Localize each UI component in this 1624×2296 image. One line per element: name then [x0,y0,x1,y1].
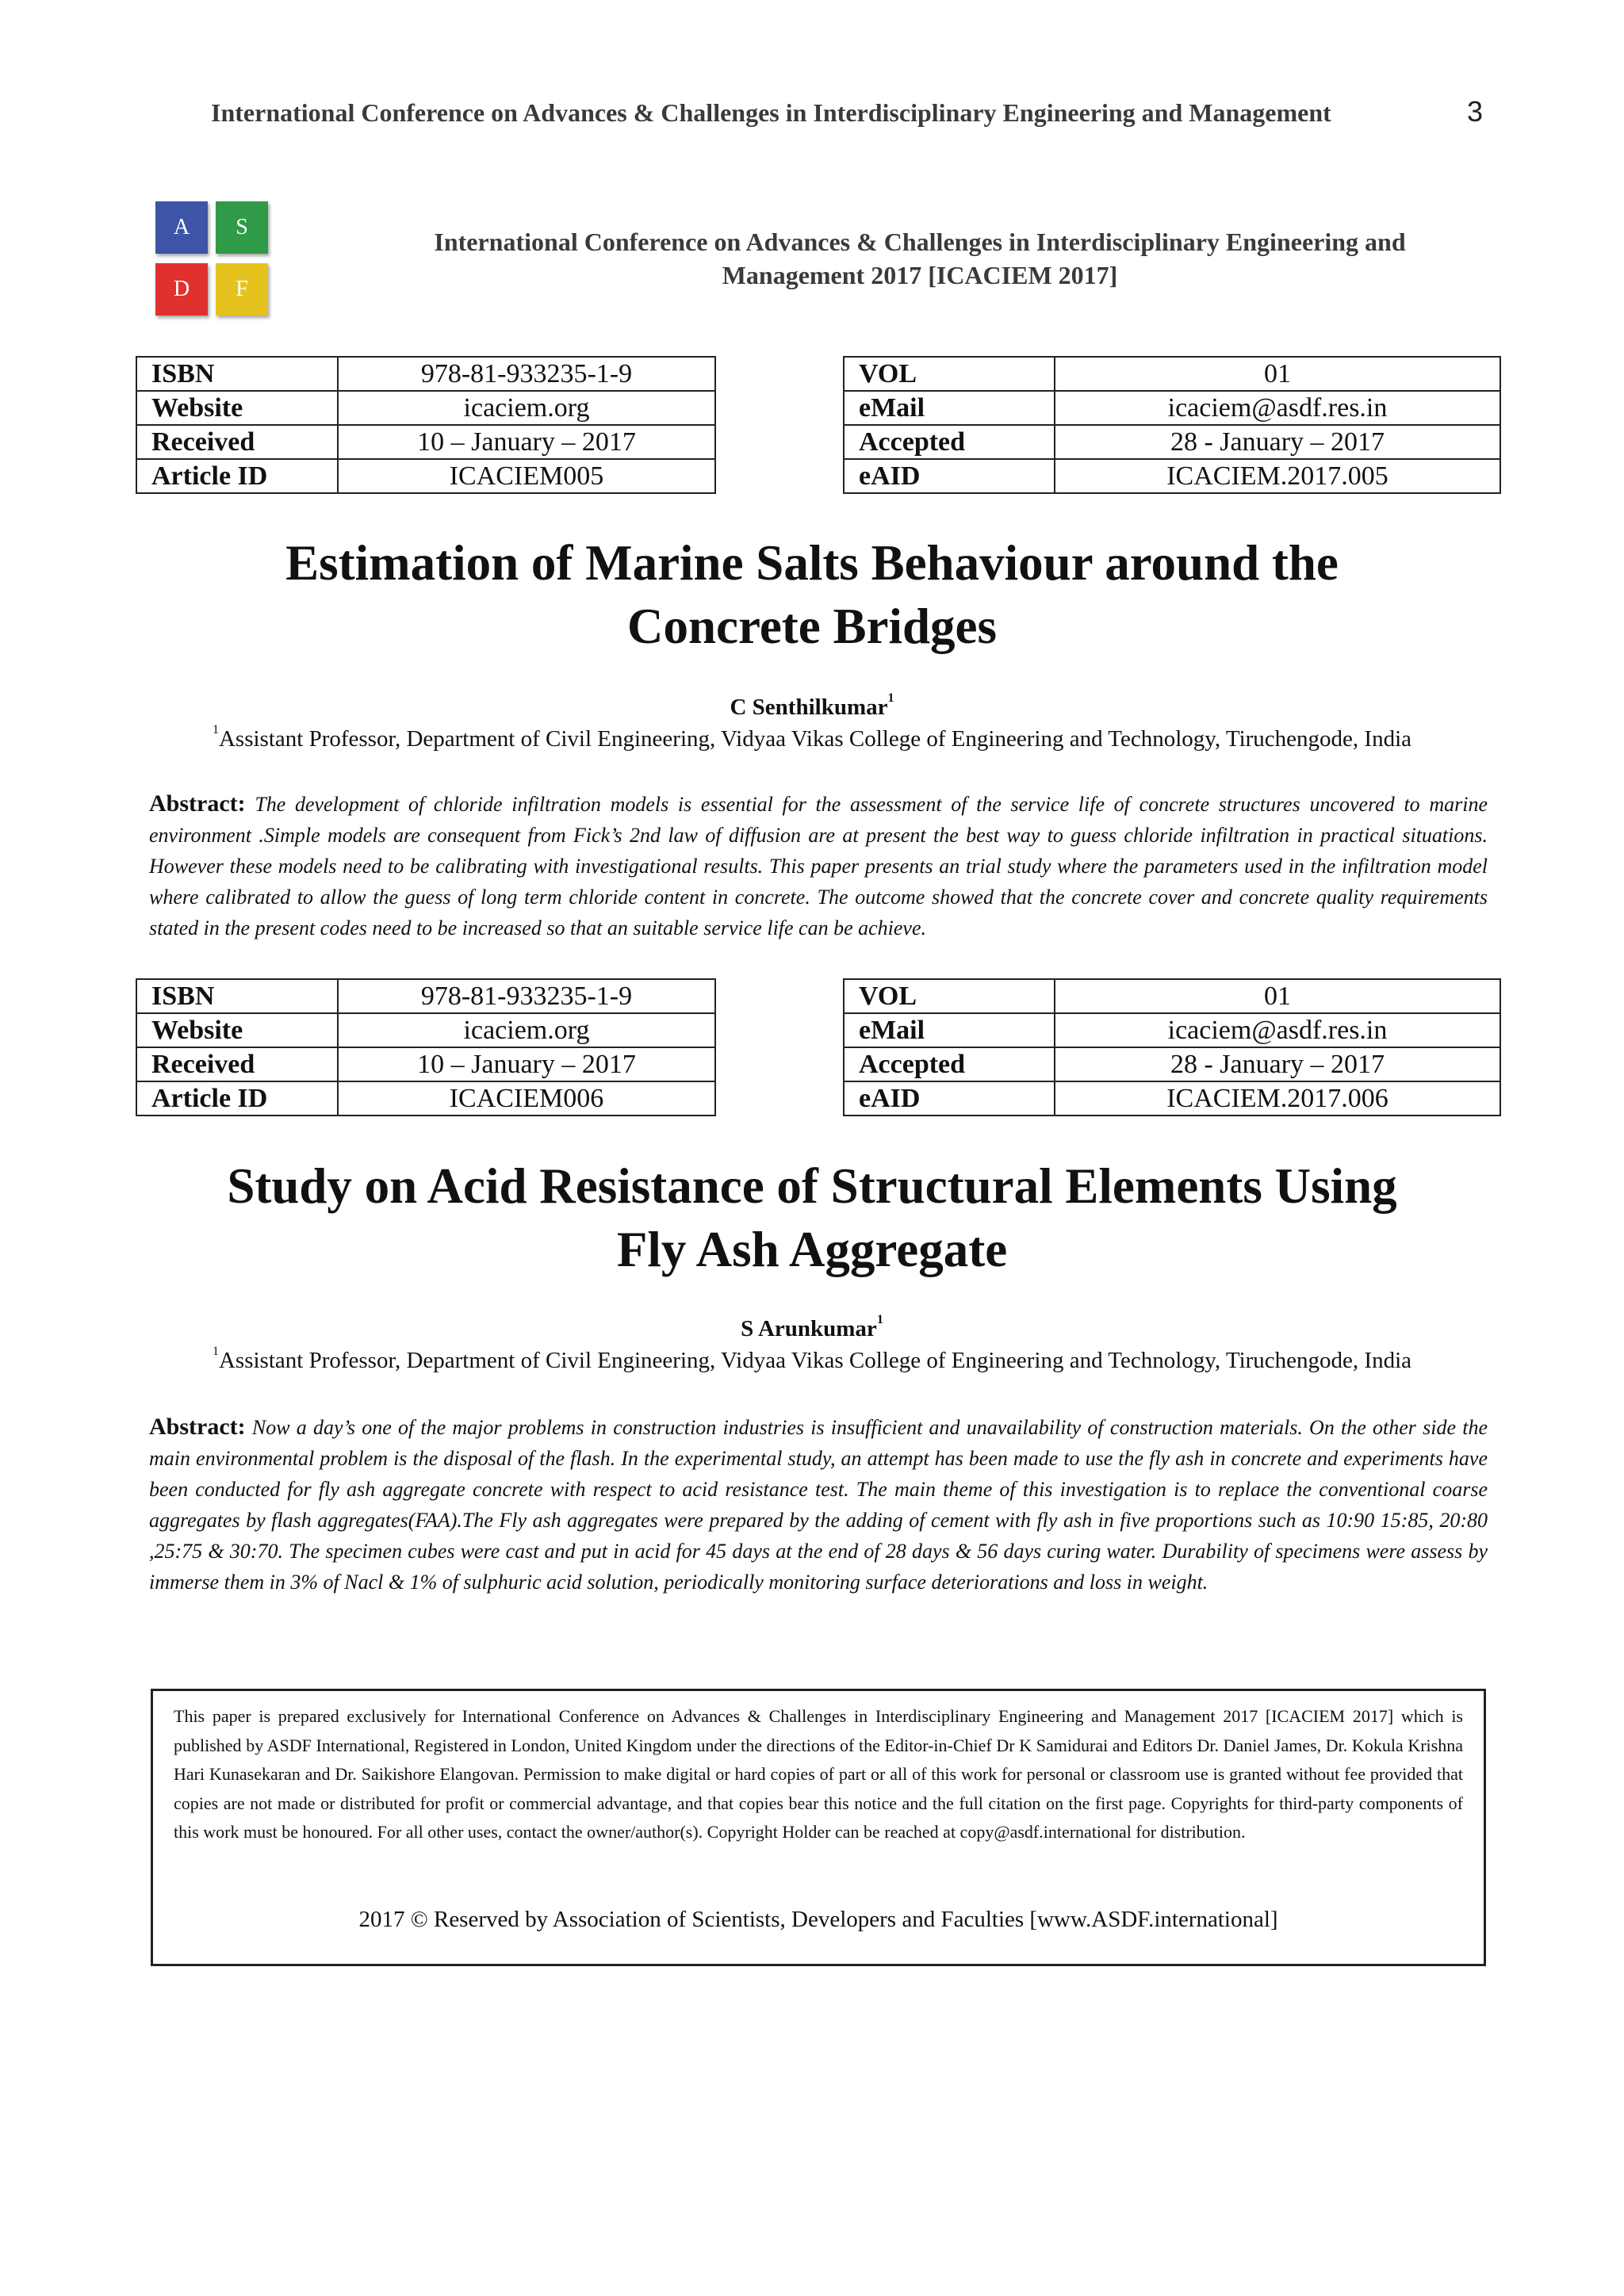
meta-value: icaciem.org [338,1013,715,1047]
meta-value: ICACIEM005 [338,459,715,493]
author-superscript: 1 [887,691,894,705]
paper2-author [0,1313,1624,1342]
conference-line-2: Management 2017 [ICACIEM 2017] [722,261,1118,289]
meta-value: 978-81-933235-1-9 [338,979,715,1013]
meta-key: Received [136,425,338,459]
logo-tile-d: D [155,263,208,316]
meta-value: 978-81-933235-1-9 [338,357,715,391]
paper1-affiliation [0,723,1624,752]
table-row [844,1047,1500,1081]
meta-value: 28 - January – 2017 [1055,425,1500,459]
copyright-box [151,1689,1486,1966]
meta-key: Article ID [136,1081,338,1115]
table-row [844,357,1500,391]
paper1-author [0,691,1624,721]
table-row [136,979,715,1013]
paper1-abstract [149,788,1488,943]
table-row [136,391,715,425]
paper2-title-line-1: Study on Acid Resistance of Structural Elements Using [227,1158,1397,1214]
meta-value: 28 - January – 2017 [1055,1047,1500,1081]
meta-value: icaciem@asdf.res.in [1055,391,1500,425]
meta-key: Accepted [844,1047,1055,1081]
asdf-logo [155,201,273,319]
copyright-notice: This paper is prepared exclusively for International Conference on Advances & Challenges in Interdisciplinary Engineering and Management 2017 [ICACIEM 2017] which is published by ASDF International, Registered in London, United Kingdom under the directions of the Editor-in-Chief Dr K Samidurai and Editors Dr. Daniel James, Dr. Kokula Krishna Hari Kunasekaran and Dr. Saikishore Elangovan. Permission to make digital or hard copies of part or all of this work for personal or classroom use is granted without fee provided that copies are not made or distributed for profit or commercial advantage, and that copies bear this notice and the full citation on the first page. Copyrights for third-party components of this work must be honoured. For all other uses, contact the owner/author(s). Copyright Holder can be reached at copy@asdf.international for distribution. [174,1706,1463,1842]
author-superscript: 1 [876,1313,883,1326]
meta-value: 01 [1055,357,1500,391]
abstract-label: Abstract: [149,790,246,817]
meta-key: eAID [844,1081,1055,1115]
page-number: 3 [1467,95,1484,128]
meta-value: 01 [1055,979,1500,1013]
paper1-title-line-2: Concrete Bridges [627,599,997,654]
paper1-title [79,531,1545,658]
table-row [844,1081,1500,1115]
author-name: C Senthilkumar [730,695,888,720]
table-row [844,425,1500,459]
meta-key: eAID [844,459,1055,493]
meta-key: VOL [844,979,1055,1013]
meta-value: 10 – January – 2017 [338,1047,715,1081]
meta-key: ISBN [136,979,338,1013]
paper2-title [79,1154,1545,1281]
paper1-title-line-1: Estimation of Marine Salts Behaviour around the [285,535,1339,591]
paper2-title-line-2: Fly Ash Aggregate [616,1222,1008,1277]
abstract-label: Abstract: [149,1414,246,1440]
logo-tile-a: A [155,201,208,254]
meta-key: eMail [844,1013,1055,1047]
meta-key: Website [136,1013,338,1047]
table-row [136,1047,715,1081]
paper2-abstract [149,1411,1488,1598]
paper2-affiliation [0,1345,1624,1374]
author-name: S Arunkumar [741,1316,877,1341]
conference-line-1: International Conference on Advances & Challenges in Interdisciplinary Engineering and [434,228,1406,256]
affiliation-text: Assistant Professor, Department of Civil Engineering, Vidyaa Vikas College of Engineering and Technology, Tiruchengode, India [218,726,1411,752]
affiliation-superscript: 1 [212,1345,219,1358]
meta-value: 10 – January – 2017 [338,425,715,459]
meta-key: Website [136,391,338,425]
table-row [136,1081,715,1115]
paper1-meta-right [843,356,1501,494]
abstract-text: The development of chloride infiltration models is essential for the assessment of the service life of concrete structures uncovered to marine environment .Simple models are consequent from Fick’s 2nd law of diffusion are at present the best way to guess chloride infiltration in practical situations. However these models need to be calibrating with investigational results. This paper presents an trial study where the parameters used in the infiltration model where calibrated to allow the guess of long term chloride content in concrete. The outcome showed that the concrete cover and concrete quality requirements stated in the present codes need to be increased so that an suitable service life can be achieve. [149,793,1488,939]
table-row [844,459,1500,493]
logo-tile-s: S [216,201,268,254]
affiliation-superscript: 1 [212,723,219,737]
table-row [136,425,715,459]
table-row [844,1013,1500,1047]
table-row [136,459,715,493]
paper2-meta-left [136,978,716,1116]
abstract-text: Now a day’s one of the major problems in construction industries is insufficient and unavailability of construction materials. On the other side the main environmental problem is the disposal of the flash. In the experimental study, an attempt has been made to use the fly ash in concrete and experiments have been conducted for fly ash aggregate concrete with respect to acid resistance test. The main theme of this investigation is to replace the conventional coarse aggregates by flash aggregates(FAA).The Fly ash aggregates were prepared by the adding of cement with fly ash in five proportions such as 10:90 15:85, 20:80 ,25:75 & 30:70. The specimen cubes were cast and put in acid for 45 days at the end of 28 days & 56 days curing water. Durability of specimens were assess by immerse them in 3% of Nacl & 1% of sulphuric acid solution, periodically monitoring surface deteriorations and loss in weight. [149,1416,1488,1594]
meta-value: ICACIEM.2017.006 [1055,1081,1500,1115]
paper1-meta-left [136,356,716,494]
table-row [844,391,1500,425]
meta-key: Accepted [844,425,1055,459]
reserved-line: 2017 © Reserved by Association of Scientists, Developers and Faculties [www.ASDF.international] [358,1907,1278,1932]
table-row [136,357,715,391]
meta-key: eMail [844,391,1055,425]
meta-key: ISBN [136,357,338,391]
table-row [844,979,1500,1013]
meta-value: ICACIEM.2017.005 [1055,459,1500,493]
paper2-meta-right [843,978,1501,1116]
logo-tile-f: F [216,263,268,316]
meta-value: ICACIEM006 [338,1081,715,1115]
meta-value: icaciem@asdf.res.in [1055,1013,1500,1047]
meta-key: VOL [844,357,1055,391]
meta-value: icaciem.org [338,391,715,425]
meta-key: Received [136,1047,338,1081]
conference-banner [349,225,1491,292]
running-title: International Conference on Advances & Challenges in Interdisciplinary Engineering and Management [211,98,1331,127]
table-row [136,1013,715,1047]
meta-key: Article ID [136,459,338,493]
affiliation-text: Assistant Professor, Department of Civil Engineering, Vidyaa Vikas College of Engineering and Technology, Tiruchengode, India [218,1348,1411,1373]
